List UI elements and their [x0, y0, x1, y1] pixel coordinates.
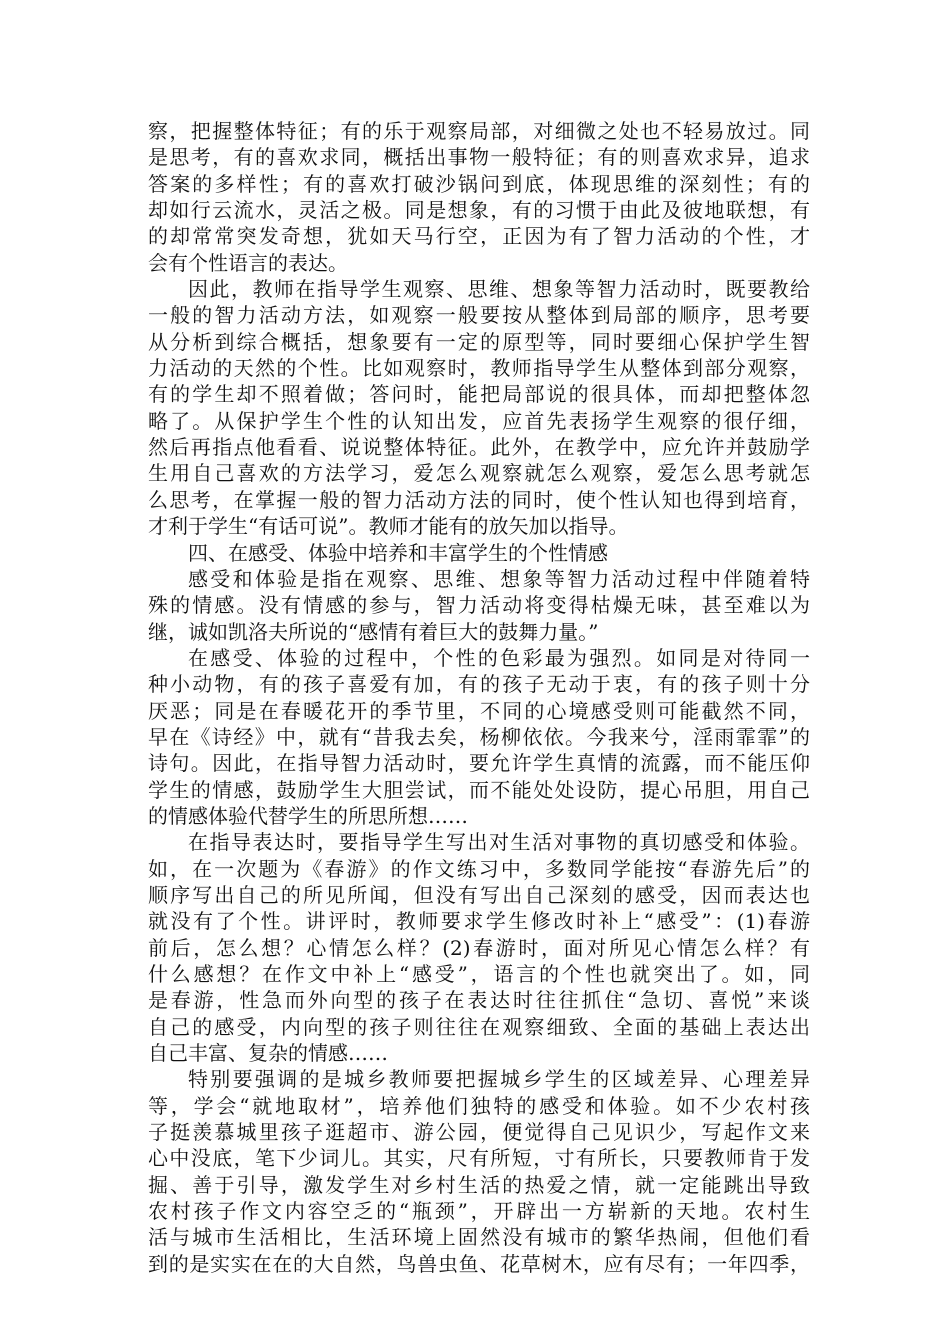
text-line: 有的学生却不照着做；答问时，能把局部说的很具体，而却把整体忽: [148, 382, 810, 407]
text-line: 答案的多样性；有的喜欢打破沙锅问到底，体现思维的深刻性；有的: [148, 171, 810, 196]
text-line: 什么感想？在作文中补上“感受”，语言的个性也就突出了。如，同: [148, 962, 810, 986]
paragraph-first-line: 特别要强调的是城乡教师要把握城乡学生的区域差异、心理差异: [188, 1067, 810, 1092]
text-line: 一般的智力活动方法，如观察一般要按从整体到局部的顺序，思考要: [148, 303, 810, 328]
text-line: 自己的感受，内向型的孩子则往往在观察细致、全面的基础上表达出: [148, 1014, 810, 1039]
text-line: 才利于学生“有话可说”。教师才能有的放矢加以指导。: [148, 514, 629, 539]
text-line: 生用自己喜欢的方法学习，爱怎么观察就怎么观察，爱怎么思考就怎: [148, 461, 810, 486]
document-page: [148, 118, 810, 1277]
text-line: 等，学会“就地取材”，培养他们独特的感受和体验。如不少农村孩: [148, 1093, 810, 1118]
text-line: 种小动物，有的孩子喜爱有加，有的孩子无动于衷，有的孩子则十分: [148, 672, 810, 697]
text-line: 察，把握整体特征；有的乐于观察局部，对细微之处也不轻易放过。同: [148, 119, 810, 143]
text-line: 顺序写出自己的所见所闻，但没有写出自己深刻的感受，因而表达也: [148, 882, 810, 907]
text-line: 心中没底，笔下少词儿。其实，尺有所短，寸有所长，只要教师肯于发: [148, 1146, 810, 1171]
text-line: 早在《诗经》中，就有“昔我去矣，杨柳依依。今我来兮，淫雨霏霏”的: [148, 724, 810, 749]
text-line: 继，诚如凯洛夫所说的“感情有着巨大的鼓舞力量。”: [148, 619, 599, 644]
text-line: 却如行云流水，灵活之极。同是想象，有的习惯于由此及彼地联想，有: [148, 198, 810, 223]
text-line: 自己丰富、复杂的情感……: [148, 1041, 388, 1066]
text-line: 就没有了个性。讲评时，教师要求学生修改时补上“感受”：(1)春游: [148, 909, 810, 934]
text-line: 的情感体验代替学生的所思所想……: [148, 803, 468, 828]
text-line: 么思考，在掌握一般的智力活动方法的同时，使个性认知也得到培育，: [148, 487, 810, 512]
text-line: 掘、善于引导，激发学生对乡村生活的热爱之情，就一定能跳出导致: [148, 1172, 810, 1197]
section-heading: 四、在感受、体验中培养和丰富学生的个性情感: [188, 540, 608, 565]
text-line: 略了。从保护学生个性的认知出发，应首先表扬学生观察的很仔细，: [148, 408, 810, 433]
text-line: 农村孩子作文内容空乏的“瓶颈”，开辟出一方崭新的天地。农村生: [148, 1199, 810, 1224]
text-line: 然后再指点他看看、说说整体特征。此外，在教学中，应允许并鼓励学: [148, 435, 810, 460]
text-line: 是思考，有的喜欢求同，概括出事物一般特征；有的则喜欢求异，追求: [148, 145, 810, 170]
text-line: 活与城市生活相比，生活环境上固然没有城市的繁华热闹，但他们看: [148, 1225, 810, 1250]
text-line: 是春游，性急而外向型的孩子在表达时往往抓住“急切、喜悦”来谈: [148, 988, 810, 1013]
text-line: 子挺羡慕城里孩子逛超市、游公园，便觉得自己见识少，写起作文来: [148, 1120, 810, 1145]
text-line: 如，在一次题为《春游》的作文练习中，多数同学能按“春游先后”的: [148, 856, 810, 881]
paragraph-first-line: 因此，教师在指导学生观察、思维、想象等智力活动时，既要教给: [188, 277, 810, 302]
text-line: 力活动的天然的个性。比如观察时，教师指导学生从整体到部分观察，: [148, 356, 810, 381]
text-line: 会有个性语言的表达。: [148, 250, 348, 275]
text-line: 诗句。因此，在指导智力活动时，要允许学生真情的流露，而不能压仰: [148, 751, 810, 776]
paragraph-first-line: 在感受、体验的过程中，个性的色彩最为强烈。如同是对待同一: [188, 645, 810, 670]
text-line: 前后，怎么想？心情怎么样？(2)春游时，面对所见心情怎么样？有: [148, 935, 810, 960]
text-line: 殊的情感。没有情感的参与，智力活动将变得枯燥无味，甚至难以为: [148, 593, 810, 618]
text-line: 从分析到综合概括，想象要有一定的原型等，同时要细心保护学生智: [148, 329, 810, 354]
text-line: 厌恶；同是在春暖花开的季节里，不同的心境感受则可能截然不同，: [148, 698, 810, 723]
text-line: 到的是实实在在的大自然，鸟兽虫鱼、花草树木，应有尽有；一年四季，: [148, 1251, 810, 1276]
paragraph-first-line: 感受和体验是指在观察、思维、想象等智力活动过程中伴随着特: [188, 566, 810, 591]
paragraph-first-line: 在指导表达时，要指导学生写出对生活对事物的真切感受和体验。: [188, 830, 810, 855]
text-line: 的却常常突发奇想，犹如天马行空，正因为有了智力活动的个性，才: [148, 224, 810, 249]
text-line: 学生的情感，鼓励学生大胆尝试，而不能处处设防，提心吊胆，用自己: [148, 777, 810, 802]
